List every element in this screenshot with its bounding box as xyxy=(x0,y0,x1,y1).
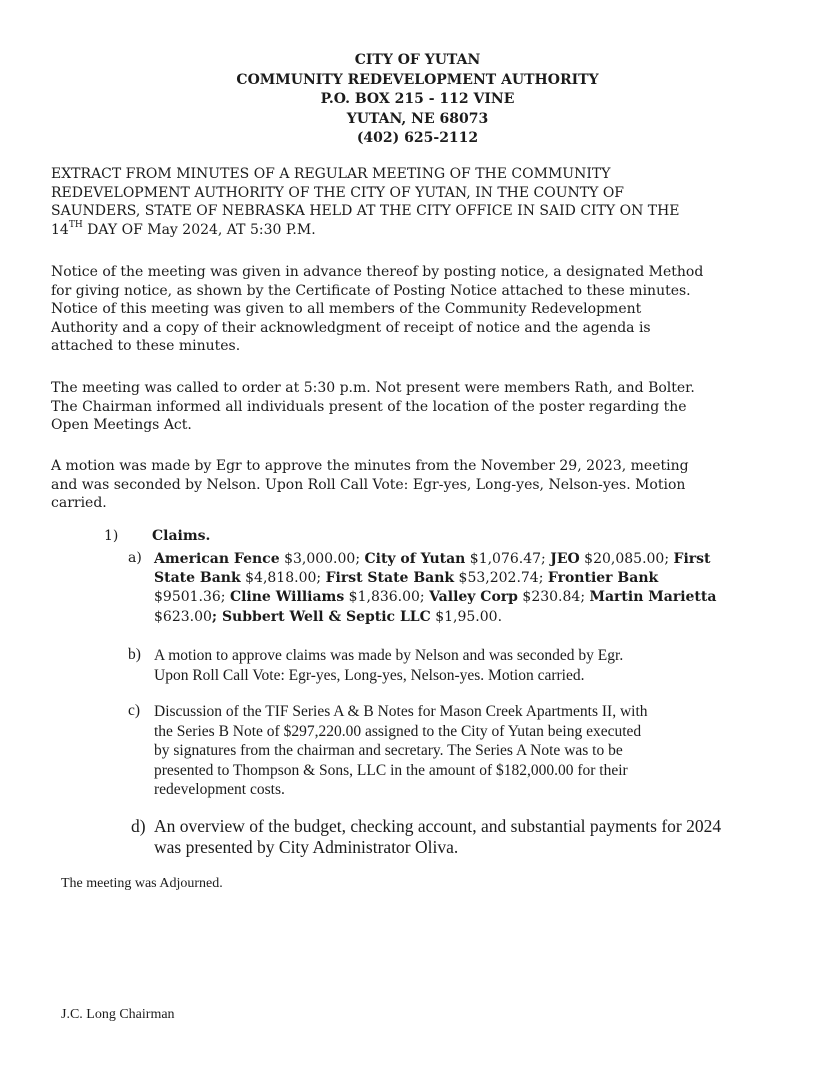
call-to-order-line: The Chairman informed all individuals present of the location of the poster regarding the xyxy=(51,398,687,415)
payee-amount: $1,076.47; xyxy=(465,551,551,567)
claims-b-text xyxy=(154,646,794,685)
payee-name: City of Yutan xyxy=(364,551,466,567)
claims-a-list xyxy=(154,550,794,627)
signature-line: J.C. Long Chairman xyxy=(61,1007,175,1022)
extract-date-rest: DAY OF May 2024, AT 5:30 P.M. xyxy=(82,221,316,238)
notice-line: for giving notice, as shown by the Certificate of Posting Notice attached to these minutes. xyxy=(51,282,691,299)
payee-amount: $20,085.00; xyxy=(579,551,674,567)
claims-c-line: presented to Thompson & Sons, LLC in the amount of $182,000.00 for their xyxy=(154,761,628,779)
payee-name: Valley Corp xyxy=(429,589,518,606)
payee-amount: $4,818.00; xyxy=(240,570,326,587)
minutes-motion-line: A motion was made by Egr to approve the minutes from the November 29, 2023, meeting xyxy=(51,458,689,474)
payee-name-part: First xyxy=(673,551,711,567)
claims-a-line xyxy=(154,608,794,627)
letterhead-phone: (402) 625-2112 xyxy=(356,130,479,146)
notice-line: Authority and a copy of their acknowledgment of receipt of notice and the agenda is xyxy=(51,319,651,336)
extract-line: SAUNDERS, STATE OF NEBRASKA HELD AT THE CITY OFFICE IN SAID CITY ON THE xyxy=(51,203,680,220)
payee-amount: $623.00 xyxy=(154,608,212,625)
adjournment-statement: The meeting was Adjourned. xyxy=(61,876,223,891)
minutes-motion-paragraph xyxy=(51,457,781,513)
letterhead-authority: COMMUNITY REDEVELOPMENT AUTHORITY xyxy=(236,71,599,88)
extract-day-suffix: TH xyxy=(68,220,83,231)
claims-c-letter: c) xyxy=(128,702,141,719)
claims-c-line: by signatures from the chairman and secretary. The Series A Note was to be xyxy=(154,742,623,759)
claims-b-line: A motion to approve claims was made by Nelson and was seconded by Egr. xyxy=(154,647,624,664)
extract-line: REDEVELOPMENT AUTHORITY OF THE CITY OF YUTAN, IN THE COUNTY OF xyxy=(51,184,625,201)
payee-amount: $1,836.00; xyxy=(344,589,430,606)
call-to-order-line: The meeting was called to order at 5:30 p.m. Not present were members Rath, and Bolter. xyxy=(51,380,695,396)
payee-amount: $9501.36; xyxy=(154,589,230,606)
payee-name: American Fence xyxy=(154,551,280,567)
claims-a-line xyxy=(154,569,794,588)
payee-name: First State Bank xyxy=(325,570,455,587)
minutes-motion-line: carried. xyxy=(51,495,107,512)
call-to-order-paragraph xyxy=(51,379,781,435)
claims-d-letter: d) xyxy=(131,816,146,836)
notice-paragraph xyxy=(51,263,781,356)
payee-name-part: State Bank xyxy=(154,570,241,587)
claims-a-line xyxy=(154,588,794,607)
letterhead xyxy=(0,51,835,149)
claims-a-line xyxy=(154,550,794,569)
payee-name: ; Subbert Well & Septic LLC xyxy=(211,608,431,625)
claims-title: Claims. xyxy=(152,528,211,544)
extract-paragraph xyxy=(51,165,781,239)
minutes-motion-line: and was seconded by Nelson. Upon Roll Call Vote: Egr-yes, Long-yes, Nelson-yes. Motion xyxy=(51,476,686,493)
claims-c-line: redevelopment costs. xyxy=(154,781,285,798)
notice-line: Notice of this meeting was given to all members of the Community Redevelopment xyxy=(51,301,642,318)
claims-c-line: the Series B Note of $297,220.00 assigned to the City of Yutan being executed xyxy=(154,722,642,740)
payee-name: Frontier Bank xyxy=(547,570,659,587)
letterhead-po-box: P.O. BOX 215 - 112 VINE xyxy=(320,91,515,107)
claims-d-line: was presented by City Administrator Oliva. xyxy=(154,837,459,857)
call-to-order-line: Open Meetings Act. xyxy=(51,417,192,434)
claims-c-text xyxy=(154,702,794,800)
payee-amount: $53,202.74; xyxy=(454,570,548,587)
payee-amount: $1,95.00. xyxy=(430,608,503,625)
claims-d-text xyxy=(154,816,794,858)
claims-a-letter: a) xyxy=(128,550,142,566)
letterhead-city-state-zip: YUTAN, NE 68073 xyxy=(346,110,489,127)
payee-amount: $230.84; xyxy=(517,589,590,606)
notice-line: Notice of the meeting was given in advance thereof by posting notice, a designated Method xyxy=(51,264,704,280)
claims-item-number: 1) xyxy=(104,528,119,544)
claims-d-line: An overview of the budget, checking account, and substantial payments for 2024 xyxy=(154,816,722,836)
payee-name: JEO xyxy=(550,551,580,567)
claims-b-line: Upon Roll Call Vote: Egr-yes, Long-yes, Nelson-yes. Motion carried. xyxy=(154,666,585,684)
extract-line: EXTRACT FROM MINUTES OF A REGULAR MEETING OF THE COMMUNITY xyxy=(51,166,611,182)
letterhead-city: CITY OF YUTAN xyxy=(354,52,481,68)
payee-amount: $3,000.00; xyxy=(279,551,365,567)
claims-c-line: Discussion of the TIF Series A & B Notes for Mason Creek Apartments II, with xyxy=(154,703,648,720)
payee-name: Martin Marietta xyxy=(589,589,717,606)
extract-line xyxy=(51,221,781,240)
payee-name: Cline Williams xyxy=(229,589,345,606)
extract-day: 14 xyxy=(51,221,69,238)
claims-b-letter: b) xyxy=(128,646,141,663)
notice-line: attached to these minutes. xyxy=(51,338,241,355)
